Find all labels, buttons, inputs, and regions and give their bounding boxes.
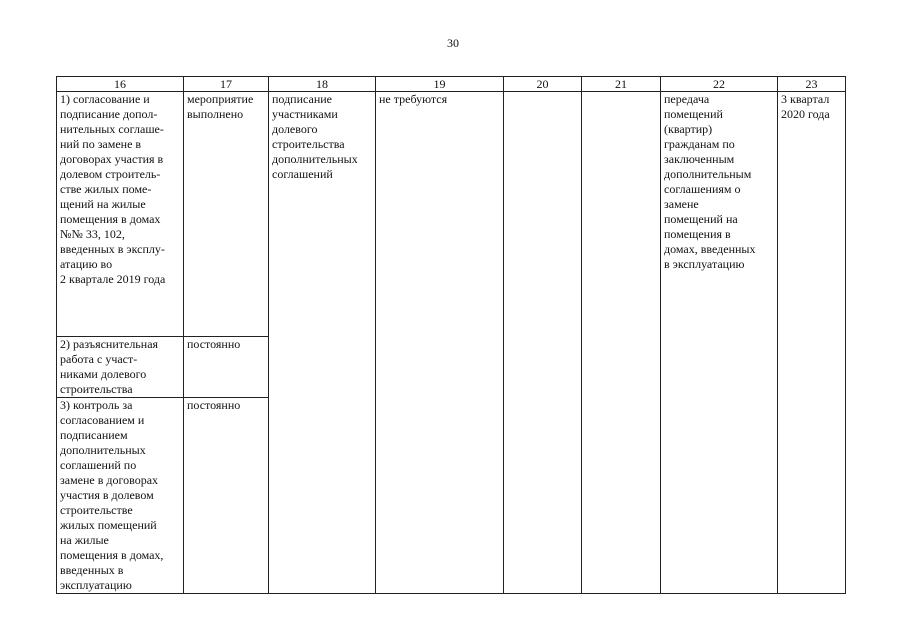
column-header-18: 18	[269, 77, 376, 92]
page-number: 30	[447, 36, 459, 50]
cell-result	[269, 92, 376, 594]
table-row	[57, 92, 846, 337]
cell-measure-text: 3) контроль за согласованием и подписанием дополнительных соглашений по замене в договорах участия в долевом строительстве жилых помещений на жилые помещения в домах, введенных в эксплуатацию	[60, 398, 164, 592]
cell-status	[184, 337, 269, 398]
cell-measure	[57, 398, 184, 594]
cell-funding	[376, 92, 504, 594]
column-header-23: 23	[778, 77, 846, 92]
cell-outcome-text: передача помещений (квартир) гражданам по заключенным дополнительным соглашениям о замене помещений на помещения в домах, введенных в эксплуатацию	[664, 92, 756, 271]
cell-outcome	[661, 92, 778, 594]
column-header-19: 19	[376, 77, 504, 92]
column-header-22: 22	[661, 77, 778, 92]
cell-measure-text: 1) согласование и подписание допол- нительных соглаше- ний по замене в договорах участия в долевом строитель- стве жилых поме- щений на жилые помещения в домах №№ 33, 102, введенных в эксплу- атацию во 2 квартале 2019 года	[60, 92, 166, 286]
cell-status-text: постоянно	[187, 337, 241, 351]
cell-col21	[582, 92, 661, 594]
cell-measure	[57, 337, 184, 398]
cell-status-text: постоянно	[187, 398, 241, 412]
cell-deadline	[778, 92, 846, 594]
cell-funding-text: не требуются	[379, 92, 448, 106]
column-header-20: 20	[504, 77, 582, 92]
cell-status	[184, 398, 269, 594]
cell-col20	[504, 92, 582, 594]
cell-measure-text: 2) разъяснительная работа с участ- никами долевого строительства	[60, 337, 159, 396]
cell-status-text: мероприятие выполнено	[187, 92, 254, 121]
cell-deadline-text: 3 квартал 2020 года	[781, 92, 830, 121]
measures-table	[56, 76, 846, 594]
column-header-21: 21	[582, 77, 661, 92]
cell-result-text: подписание участниками долевого строительства дополнительных соглашений	[272, 92, 358, 181]
cell-status	[184, 92, 269, 337]
header-row	[57, 77, 846, 92]
cell-measure	[57, 92, 184, 337]
column-header-16: 16	[57, 77, 184, 92]
column-header-17: 17	[184, 77, 269, 92]
